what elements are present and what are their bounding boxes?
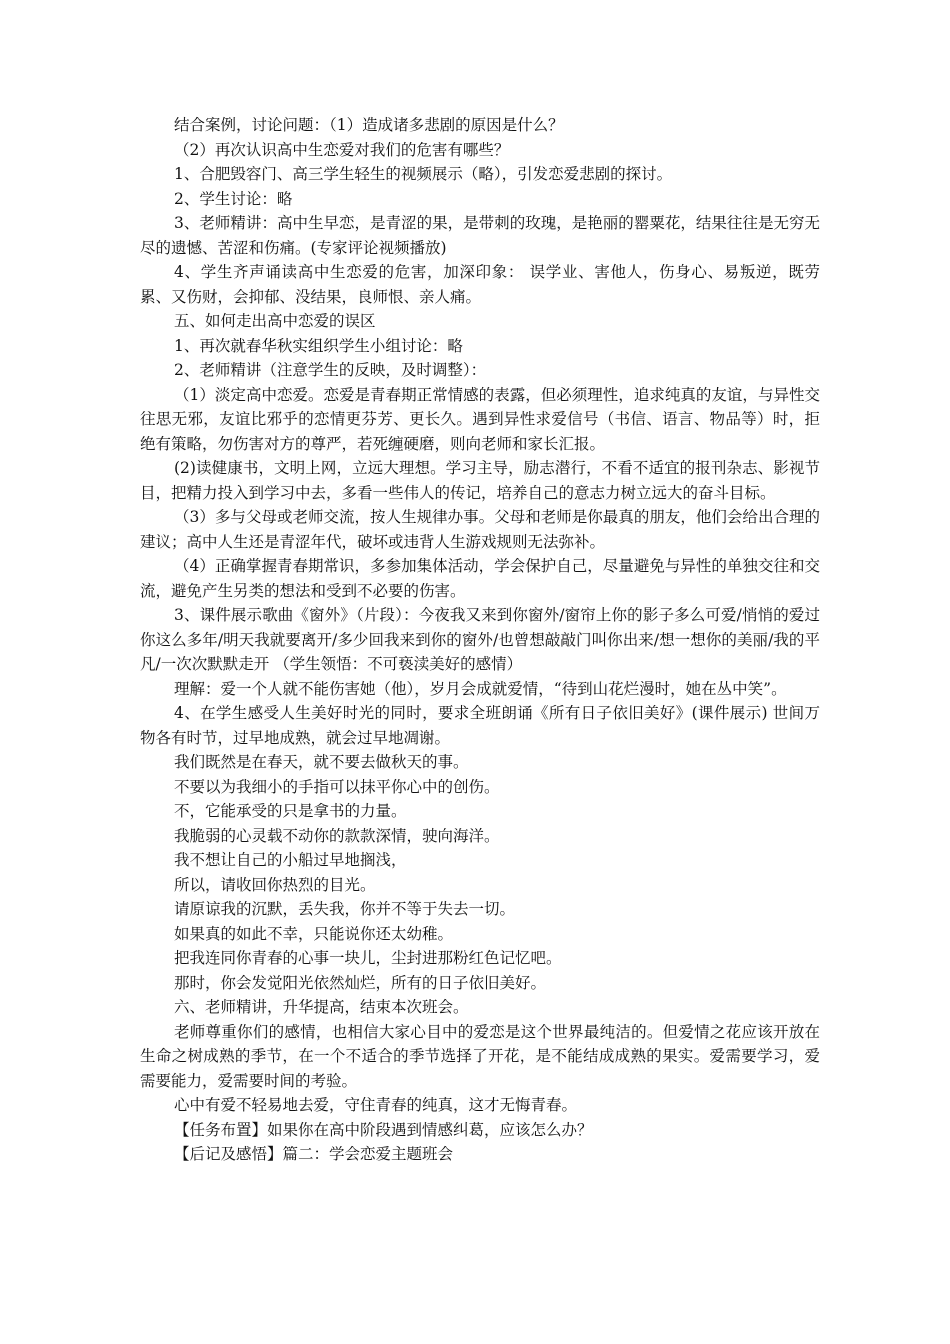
poem-line: 那时，你会发觉阳光依然灿烂，所有的日子依旧美好。 [174, 973, 547, 992]
paragraph: 1、再次就春华秋实组织学生小组讨论：略 [174, 336, 463, 355]
paragraph: 3、老师精讲：高中生早恋，是青涩的果，是带刺的玫瑰，是艳丽的罂粟花，结果往往是无穷无尽的遗憾、苦涩和伤痛。(专家评论视频播放) [140, 214, 820, 257]
section-heading: 五、如何走出高中恋爱的误区 [174, 312, 376, 330]
poem-line: 我们既然是在春天，就不要去做秋天的事。 [174, 753, 469, 771]
paragraph: 4、学生齐声诵读高中生恋爱的危害，加深印象： 误学业、害他人，伤身心、易叛逆，既劳累、又伤财，会抑郁、没结果，良师恨、亲人痛。 [140, 263, 820, 306]
paragraph: （3）多与父母或老师交流，按人生规律办事。父母和老师是你最真的朋友，他们会给出合理的建议；高中人生还是青涩年代，破坏或违背人生游戏规则无法弥补。 [140, 508, 820, 551]
poem-line: 我不想让自己的小船过早地搁浅， [174, 851, 407, 869]
paragraph: （2）再次认识高中生恋爱对我们的危害有哪些？ [174, 140, 510, 159]
paragraph: 心中有爱不轻易地去爱，守住青春的纯真，这才无悔青春。 [174, 1096, 578, 1114]
paragraph: 理解：爱一个人就不能伤害她（他），岁月会成就爱情，“待到山花烂漫时，她在丛中笑”。 [174, 679, 787, 698]
paragraph: 老师尊重你们的感情，也相信大家心目中的爱恋是这个世界最纯洁的。但爱情之花应该开放在生命之树成熟的季节，在一个不适合的季节选择了开花，是不能结成成熟的果实。爱需要学习，爱需要能力，爱需要时间的考验。 [140, 1022, 820, 1090]
poem-line: 把我连同你青春的心事一块儿，尘封进那粉红色记忆吧。 [174, 949, 562, 967]
poem-line: 如果真的如此不幸，只能说你还太幼稚。 [174, 924, 454, 943]
paragraph: 4、在学生感受人生美好时光的同时，要求全班朗诵《所有日子依旧美好》(课件展示) 世间万物各有时节，过早地成熟，就会过早地凋谢。 [140, 704, 820, 747]
paragraph: 【任务布置】如果你在高中阶段遇到情感纠葛，应该怎么办？ [174, 1120, 593, 1139]
section-heading: 六、老师精讲，升华提高，结束本次班会。 [174, 998, 469, 1016]
poem-line: 我脆弱的心灵载不动你的款款深情，驶向海洋。 [174, 826, 500, 845]
paragraph: 3、课件展示歌曲《窗外》（片段）：今夜我又来到你窗外/窗帘上你的影子多么可爱/悄悄的爱过你这么多年/明天我就要离开/多少回我来到你的窗外/也曾想敲敲门叫你出来/想一想你的美丽/我的平凡/一次次默默走开 （学生领悟：不可亵渎美好的感情） [140, 606, 820, 673]
paragraph: 结合案例，讨论问题：（1）造成诸多悲剧的原因是什么？ [174, 116, 564, 134]
poem-line: 请原谅我的沉默，丢失我，你并不等于失去一切。 [174, 900, 516, 918]
poem-line: 所以，请收回你热烈的目光。 [174, 875, 376, 894]
paragraph: 1、合肥毁容门、高三学生轻生的视频展示（略），引发恋爱悲剧的探讨。 [174, 165, 673, 183]
document-body [140, 113, 820, 1167]
paragraph: （1）淡定高中恋爱。恋爱是青春期正常情感的表露，但必须理性，追求纯真的友谊，与异性交往思无邪，友谊比邪乎的恋情更芬芳、更长久。遇到异性求爱信号（书信、语言、物品等）时，拒绝有策略，勿伤害对方的尊严，若死缠硬磨，则向老师和家长汇报。 [140, 385, 820, 453]
paragraph: 2、老师精讲（注意学生的反映，及时调整）： [174, 361, 487, 379]
paragraph: 【后记及感悟】篇二：学会恋爱主题班会 [174, 1145, 454, 1163]
paragraph: （4）正确掌握青春期常识，多参加集体活动，学会保护自己，尽量避免与异性的单独交往和交流，避免产生另类的想法和受到不必要的伤害。 [140, 557, 820, 600]
paragraph: 2、学生讨论：略 [174, 189, 293, 208]
poem-line: 不要以为我细小的手指可以抹平你心中的创伤。 [174, 777, 500, 796]
poem-line: 不，它能承受的只是拿书的力量。 [174, 802, 407, 820]
paragraph: (2)读健康书，文明上网，立远大理想。学习主导，励志潜行，不看不适宜的报刊杂志、影视节目，把精力投入到学习中去，多看一些伟人的传记，培养自己的意志力树立远大的奋斗目标。 [140, 459, 820, 502]
